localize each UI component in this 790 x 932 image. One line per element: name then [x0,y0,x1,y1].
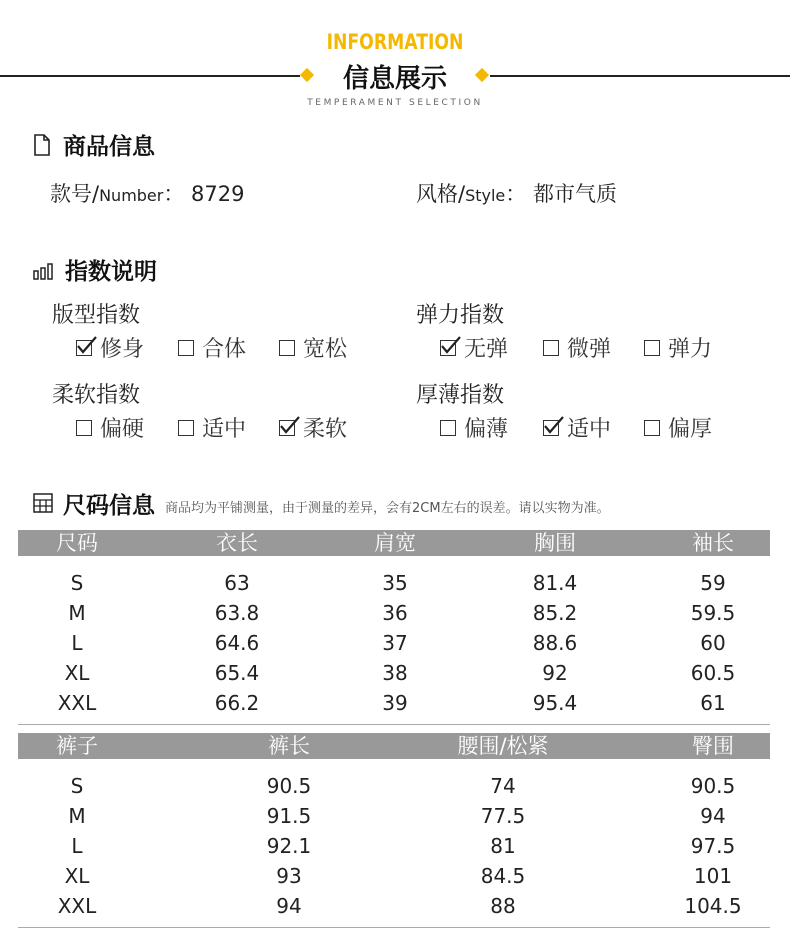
table-cell: 88.6 [532,631,578,655]
pants-table-header-cell: 裤子 [56,734,98,758]
top-table-header-cell: 胸围 [534,531,576,555]
table-cell: 60 [700,631,726,655]
table-cell: 85.2 [532,601,578,625]
top-table-header-cell: 尺码 [56,531,98,555]
table-cell: 90.5 [690,774,736,798]
index-group-label: 弹力指数 [416,303,505,328]
table-row [18,658,770,688]
index-option-label: 偏硬 [100,417,145,442]
table-cell: 92 [542,661,568,685]
table-cell: 66.2 [214,691,260,715]
index-option [440,412,508,443]
table-row [18,628,770,658]
pants-table-header-cell: 腰围/松紧 [457,734,549,758]
table-row [18,688,770,718]
index-option-label: 适中 [567,417,612,442]
table-cell: 74 [490,774,516,798]
index-group-label: 厚薄指数 [416,383,505,408]
pants-table-header-cell: 裤长 [268,734,310,758]
product-number-value: 8729 [191,182,245,206]
checked-box-icon [76,340,92,356]
table-cell: 63.8 [214,601,260,625]
table-cell: 97.5 [690,834,736,858]
table-cell: M [68,601,86,625]
checkbox-icon [644,340,660,356]
index-option [279,332,347,363]
table-cell: 91.5 [266,804,312,828]
index-option-checked [440,332,508,363]
product-number: 款号/Number： 8729 [50,182,245,206]
table-cell: 38 [382,661,408,685]
table-cell: 59 [700,571,726,595]
table-row [18,598,770,628]
index-option [644,412,712,443]
index-group-label: 版型指数 [52,303,141,328]
table-row [18,891,770,921]
table-cell: 37 [382,631,408,655]
index-group-label: 柔软指数 [52,383,141,408]
table-cell: 35 [382,571,408,595]
index-option-checked [76,332,144,363]
product-section-title [33,128,155,161]
top-table-bottom-divider [18,724,770,725]
table-cell: 88 [490,894,516,918]
index-option [644,332,712,363]
table-row [18,831,770,861]
table-cell: L [71,631,83,655]
product-style-value: 都市气质 [532,182,617,206]
table-cell: 84.5 [480,864,526,888]
table-cell: XXL [57,894,97,918]
index-option-label: 适中 [202,417,247,442]
index-option [543,332,611,363]
checkbox-icon [279,340,295,356]
table-cell: 60.5 [690,661,736,685]
index-option-checked [279,412,347,443]
pants-table-header-cell: 臀围 [692,734,734,758]
checkbox-icon [543,340,559,356]
table-cell: 61 [700,691,726,715]
index-title-text: 指数说明 [65,259,157,285]
table-cell: XL [64,864,90,888]
header-subtitle: TEMPERAMENT SELECTION [307,98,483,108]
table-cell: 64.6 [214,631,260,655]
header-line-right [490,75,790,77]
index-option-label: 合体 [202,337,247,362]
pants-table-bottom-divider [18,927,770,928]
table-cell: 81.4 [532,571,578,595]
table-cell: 77.5 [480,804,526,828]
table-cell: XXL [57,691,97,715]
top-table-header-cell: 袖长 [692,531,734,555]
checked-box-icon [440,340,456,356]
size-title-text: 尺码信息 [63,493,155,519]
table-row [18,801,770,831]
size-section-title [33,487,610,520]
checked-box-icon [543,420,559,436]
top-table-header-cell: 肩宽 [374,531,416,555]
table-cell: S [70,571,84,595]
index-option [76,412,144,443]
table-cell: 95.4 [532,691,578,715]
table-cell: M [68,804,86,828]
table-cell: 59.5 [690,601,736,625]
checkbox-icon [440,420,456,436]
index-section-title [33,253,157,286]
bar-chart-icon [33,259,57,281]
table-cell: 39 [382,691,408,715]
table-row [18,568,770,598]
index-option-label: 偏薄 [464,417,509,442]
index-option-label: 柔软 [303,417,348,442]
index-option-checked [543,412,611,443]
product-title-text: 商品信息 [63,134,155,160]
index-option-label: 无弹 [464,337,509,362]
table-cell: 90.5 [266,774,312,798]
size-note: 商品均为平铺测量，由于测量的差异，会有2CM左右的误差。请以实物为准。 [165,501,610,516]
top-table-header-cell: 衣长 [216,531,258,555]
table-cell: 63 [224,571,250,595]
table-cell: XL [64,661,90,685]
table-cell: 93 [276,864,302,888]
table-row [18,771,770,801]
checkbox-icon [644,420,660,436]
table-cell: 94 [276,894,302,918]
table-cell: 92.1 [266,834,312,858]
index-option [178,412,246,443]
pants-table-header [18,733,770,759]
table-cell: S [70,774,84,798]
header-title-cn: 信息展示 [342,64,447,94]
index-option-label: 偏厚 [668,417,713,442]
index-option-label: 宽松 [303,337,348,362]
checkbox-icon [76,420,92,436]
header-title-en: INFORMATION [326,30,464,54]
index-option-label: 修身 [100,337,145,362]
checkbox-icon [178,420,194,436]
table-row [18,861,770,891]
table-cell: 65.4 [214,661,260,685]
table-cell: 94 [700,804,726,828]
table-grid-icon [33,493,55,515]
table-cell: 104.5 [684,894,742,918]
checkbox-icon [178,340,194,356]
table-cell: 81 [490,834,516,858]
checked-box-icon [279,420,295,436]
table-cell: L [71,834,83,858]
index-option-label: 弹力 [668,337,713,362]
top-table-header [18,530,770,556]
product-style: 风格/Style： 都市气质 [416,182,617,206]
index-option [178,332,246,363]
index-option-label: 微弹 [567,337,612,362]
table-cell: 101 [693,864,733,888]
table-cell: 36 [382,601,408,625]
document-icon [33,134,55,156]
